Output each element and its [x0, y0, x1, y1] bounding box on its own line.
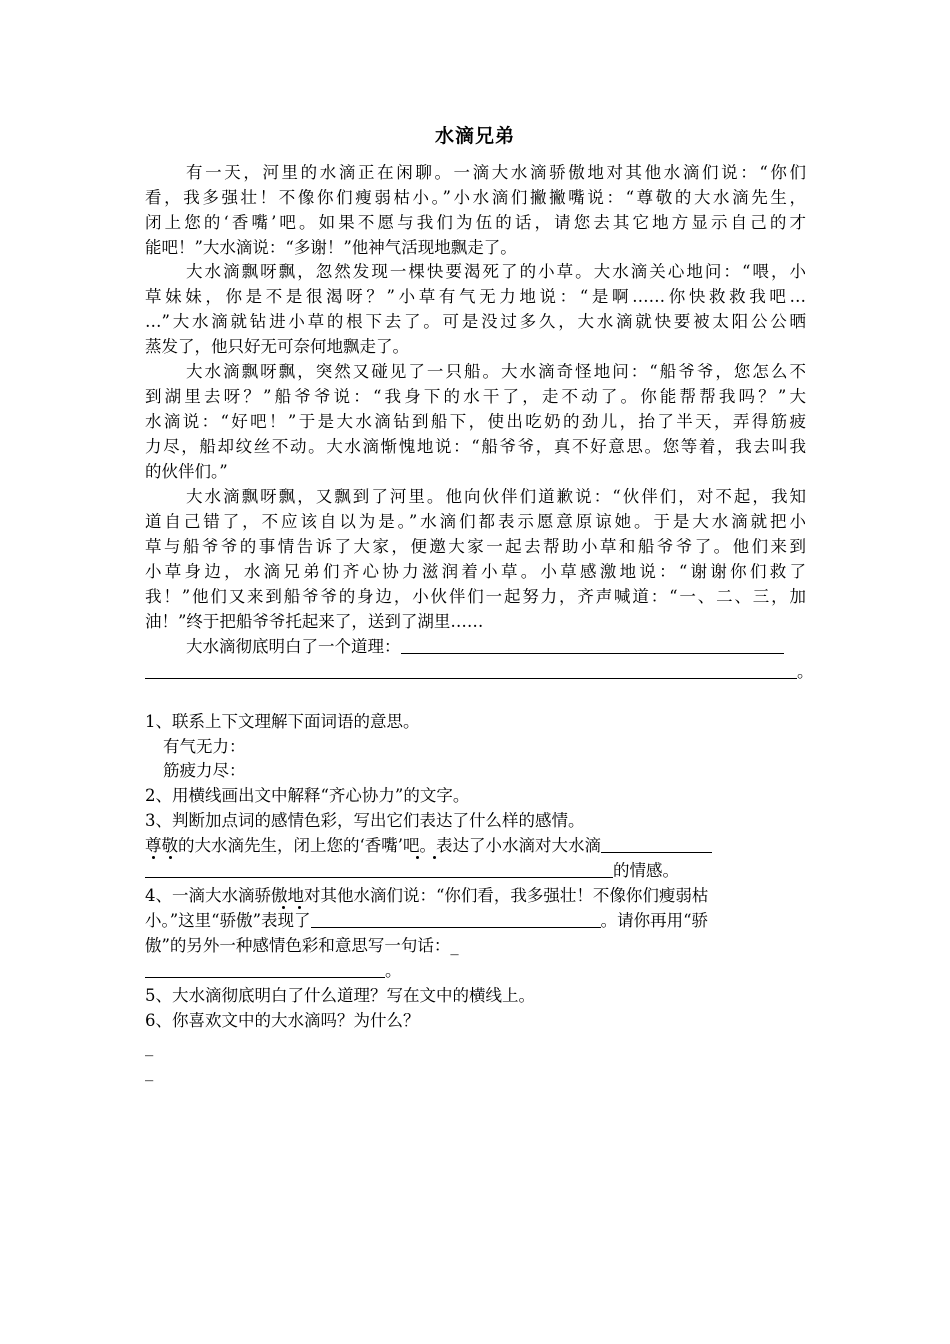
question-3-answer-line	[145, 859, 679, 883]
answer-blank[interactable]	[145, 859, 613, 878]
question-4-text-c: 。请你再用“骄	[600, 911, 708, 930]
answer-mark: _	[145, 1037, 154, 1056]
story-line: 有一天，河里的水滴正在闲聊。一滴大水滴骄傲地对其他水滴们说：“你们	[186, 163, 806, 182]
story-line: 能吧！”大水滴说：“多谢！”他神气活现地飘走了。	[145, 238, 517, 257]
story-line: 蒸发了，他只好无可奈何地飘走了。	[145, 337, 409, 356]
story-line: 草与船爷爷的事情告诉了大家，便邀大家一起去帮助小草和船爷爷了。他们来到	[145, 537, 806, 556]
story-line: 看，我多强壮！不像你们瘦弱枯小。”小水滴们撇撇嘴说：“尊敬的大水滴先生，	[145, 188, 806, 207]
question-4-end: 。	[385, 961, 402, 980]
story-line: 小草身边，水滴兄弟们齐心协力滋润着小草。小草感激地说：“谢谢你们救了	[145, 562, 806, 581]
question-4-line-b	[145, 909, 708, 933]
question-2: 2、用横线画出文中解释“齐心协力”的文字。	[145, 786, 470, 805]
story-line: 大水滴飘呀飘，又飘到了河里。他向伙伴们道歉说：“伙伴们，对不起，我知	[186, 487, 806, 506]
story-line: 道自己错了，不应该自以为是。”水滴们都表示愿意原谅她。于是大水滴就把小	[145, 512, 806, 531]
story-line: 我！”他们又来到船爷爷的身边，小伙伴们一起努力，齐声喊道：“一、二、三，加	[145, 587, 806, 606]
story-line: 闭上您的‘香嘴’吧。如果不愿与我们为伍的话，请您去其它地方显示自己的才	[145, 213, 806, 232]
story-conclusion-continued	[145, 660, 814, 684]
question-4-answer-line	[145, 959, 402, 983]
story-conclusion	[145, 635, 806, 659]
question-3-sentence-text: 尊敬的大水滴先生，闭上您的‘香嘴’吧。表达了小水滴对大水滴	[145, 836, 601, 855]
question-1: 1、联系上下文理解下面词语的意思。	[145, 712, 420, 731]
story-line: 草妹妹，你是不是很渴呀？”小草有气无力地说：“是啊……你快救救我吧…	[145, 287, 806, 306]
story-line: 的伙伴们。”	[145, 462, 228, 481]
story-line: 水滴说：“好吧！”于是大水滴钻到船下，使出吃奶的劲儿，抬了半天，弄得筋疲	[145, 412, 806, 431]
period: 。	[797, 662, 814, 681]
answer-mark: _	[145, 1062, 154, 1081]
story-line: …”大水滴就钻进小草的根下去了。可是没过多久，大水滴就快要被太阳公公晒	[145, 312, 806, 331]
story-line: 大水滴飘呀飘，忽然发现一棵快要渴死了的小草。大水滴关心地问：“喂，小	[186, 262, 806, 281]
answer-blank[interactable]	[401, 635, 784, 654]
answer-blank[interactable]	[145, 959, 385, 978]
question-1-term-a: 有气无力：	[163, 737, 246, 756]
question-4: 4、一滴大水滴骄傲地对其他水滴们说：“你们看，我多强壮！不像你们瘦弱枯	[145, 886, 709, 905]
story-line: 油！”终于把船爷爷托起来了，送到了湖里……	[145, 612, 484, 631]
story-line: 力尽，船却纹丝不动。大水滴惭愧地说：“船爷爷，真不好意思。您等着，我去叫我	[145, 437, 806, 456]
question-5: 5、大水滴彻底明白了什么道理？写在文中的横线上。	[145, 986, 535, 1005]
question-6: 6、你喜欢文中的大水滴吗？为什么？	[145, 1011, 420, 1030]
question-3: 3、判断加点词的感情色彩，写出它们表达了什么样的感情。	[145, 811, 585, 830]
answer-blank[interactable]	[145, 660, 797, 679]
story-line: 到湖里去呀？”船爷爷说：“我身下的水干了，走不动了。你能帮帮我吗？”大	[145, 387, 806, 406]
question-3-end: 的情感。	[613, 861, 679, 880]
question-1-term-b: 筋疲力尽：	[163, 761, 246, 780]
answer-blank[interactable]	[311, 909, 601, 928]
question-4-line-c: 傲”的另外一种感情色彩和意思写一句话：_	[145, 936, 459, 955]
conclusion-text: 大水滴彻底明白了一个道理：	[186, 637, 401, 656]
question-4-text-b: 小。”这里“骄傲”表现了	[145, 911, 311, 930]
page-title: 水滴兄弟	[434, 125, 515, 147]
story-line: 大水滴飘呀飘，突然又碰见了一只船。大水滴奇怪地问：“船爷爷，您怎么不	[186, 362, 806, 381]
question-3-sentence	[145, 834, 712, 858]
answer-blank[interactable]	[601, 834, 712, 853]
